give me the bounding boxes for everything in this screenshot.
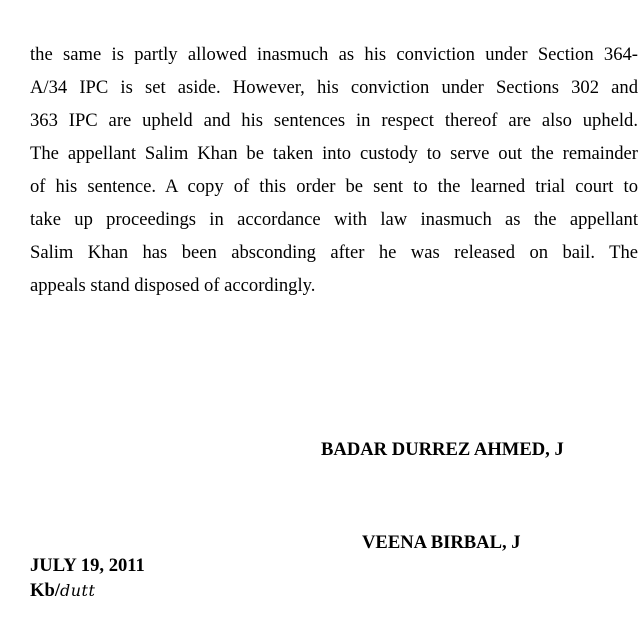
judge-signature-1: BADAR DURREZ AHMED, J — [321, 439, 564, 460]
judge-signature-2: VEENA BIRBAL, J — [362, 532, 521, 553]
paragraph-line: appeals stand disposed of accordingly. — [30, 275, 316, 296]
paragraph-line: A/34 IPC is set aside. However, his conviction under Sections 302 and — [30, 77, 638, 98]
paragraph-line: Salim Khan has been absconding after he was released on bail. The — [30, 242, 638, 263]
typist-initials — [30, 580, 95, 602]
handwritten-initials: dutt — [59, 581, 96, 600]
typed-initials: Kb — [30, 580, 55, 601]
paragraph-line: The appellant Salim Khan be taken into custody to serve out the remainder — [30, 143, 638, 164]
paragraph-line: of his sentence. A copy of this order be sent to the learned trial court to — [30, 176, 638, 197]
paragraph-line: the same is partly allowed inasmuch as his conviction under Section 364- — [30, 44, 638, 65]
order-date: JULY 19, 2011 — [30, 555, 145, 576]
initials-separator: / — [54, 580, 60, 601]
paragraph-line: 363 IPC are upheld and his sentences in respect thereof are also upheld. — [30, 110, 638, 131]
paragraph-line: take up proceedings in accordance with law inasmuch as the appellant — [30, 209, 638, 230]
order-paragraph — [30, 38, 638, 302]
